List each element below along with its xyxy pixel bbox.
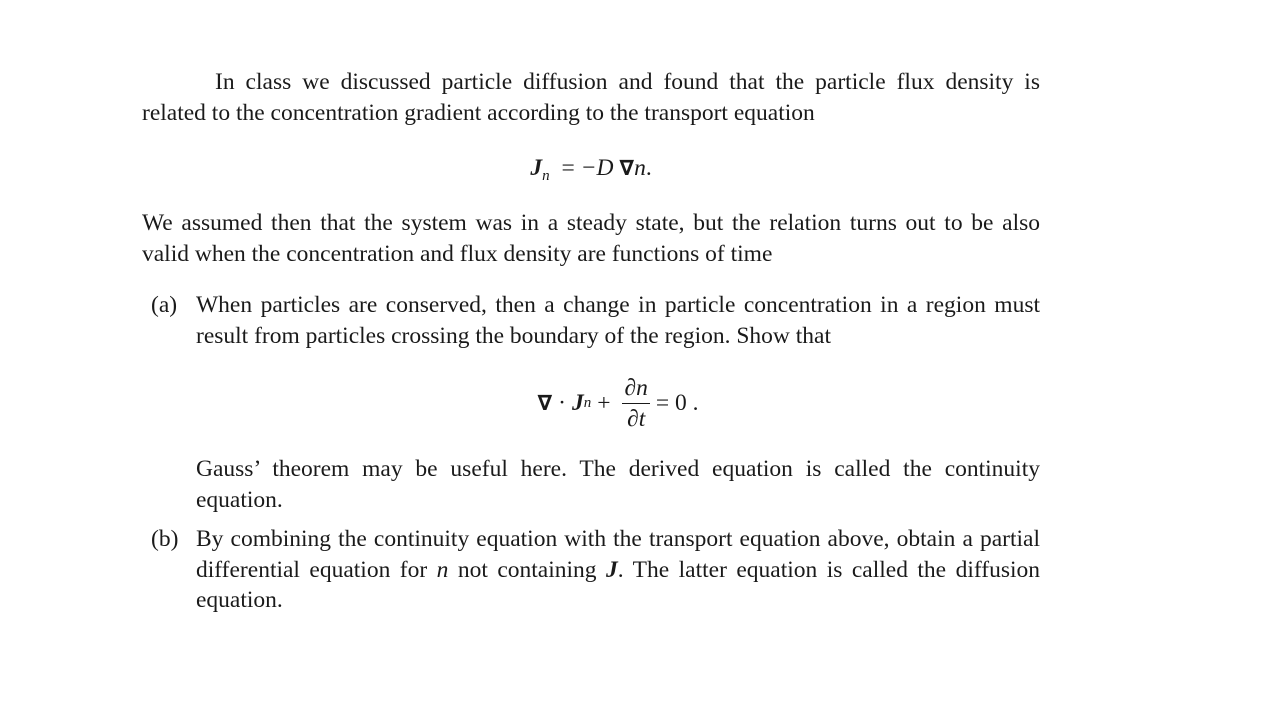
equals-sign: = (561, 155, 575, 181)
plus-operator: + (597, 389, 611, 416)
part-b-text-start: By combining the continuity equation with the transport equation above, obtain a partial differential equation for (196, 526, 1040, 583)
part-b-text-mid: not containing (457, 556, 597, 583)
flux-subscript: n (542, 168, 550, 184)
continuity-equation: ∇ · J n + $\frac{\partial n}{\partial t}$ = 0 . (537, 374, 699, 432)
fraction-numerator: ∂n (622, 374, 649, 404)
flux-symbol: J (571, 389, 584, 416)
steady-state-paragraph: We assumed then that the system was in a steady state, but the relation turns out to be also valid when the concentration and flux density are functions of time (142, 210, 1040, 267)
transport-equation (142, 153, 1040, 185)
diffusion-coefficient: −D (580, 155, 614, 181)
part-a-hint: Gauss’ theorem may be useful here. The derived equation is called the continuity equation. (196, 456, 1040, 513)
dot-operator: · (558, 389, 566, 416)
part-b (142, 524, 1040, 616)
var-J: J (605, 556, 618, 583)
equation-rhs: = 0 . (655, 389, 699, 416)
flux-symbol: J (530, 155, 543, 181)
part-b-label: (b) (151, 526, 179, 552)
part-a-label: (a) (151, 292, 178, 318)
var-n: n (436, 556, 449, 583)
equation-period: . (645, 155, 652, 181)
part-b-text (196, 524, 1040, 616)
intro-paragraph: In class we discussed particle diffusion and found that the particle flux density is related to the concentration gradient according to the transport equation (142, 69, 1040, 126)
problem-text (142, 67, 1040, 616)
nabla-symbol: ∇ (537, 390, 553, 415)
concentration-var: n (634, 155, 646, 181)
part-a (142, 290, 1040, 515)
part-b-text-end: . The latter equation is called the diffusion equation. (196, 556, 1040, 613)
partial-derivative-fraction (622, 374, 649, 433)
nabla-symbol: ∇ (619, 156, 635, 180)
fraction-denominator: ∂t (627, 405, 646, 432)
part-a-text: When particles are conserved, then a change in particle concentration in a region must result from particles crossing the boundary of the region. Show that (196, 292, 1040, 349)
